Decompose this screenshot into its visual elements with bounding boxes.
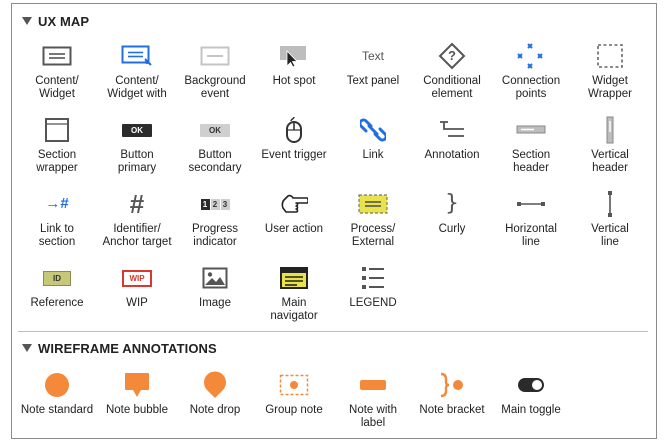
stencil-reference[interactable] [18,265,96,310]
stencil-label: Main toggle [501,404,561,416]
stencil-label: Image [199,297,231,309]
stencil-label: Content/ Widget [35,75,79,100]
horizontal-line-icon [492,191,570,217]
wip-icon-text: WIP [122,270,152,287]
stencil-label: User action [264,223,324,235]
note-drop-icon [176,372,254,398]
stencil-label: Horizontal line [505,223,557,248]
pointing-hand-icon [255,191,333,217]
vertical-header-icon [571,117,649,143]
button-secondary-icon [176,117,254,143]
progress-step-2: 2 [211,199,220,210]
stencil-progress-indicator[interactable] [176,191,254,248]
stencil-label: Button primary [117,149,157,174]
main-navigator-icon [255,265,333,291]
annotation-icon [413,117,491,143]
stencil-label: Note with label [349,404,397,429]
progress-indicator-icon [176,191,254,217]
stencil-label: Vertical line [591,223,629,248]
section-divider [18,331,648,332]
stencil-section-header[interactable] [492,117,570,174]
collapse-triangle-icon[interactable] [22,17,32,25]
process-external-icon [334,191,412,217]
wip-icon [98,265,176,291]
stencil-label: Note drop [189,404,241,416]
stencil-label: Section wrapper [36,149,78,174]
stencil-label: Link [362,149,384,161]
stencil-label: Button secondary [188,149,242,174]
stencil-note-drop[interactable] [176,372,254,417]
stencil-text-panel[interactable] [334,43,412,88]
content-widget-icon [18,43,96,69]
stencil-label: Note bubble [105,404,169,416]
button-secondary-icon-text: OK [200,124,230,137]
stencil-note-bubble[interactable] [98,372,176,417]
stencil-label: Progress indicator [191,223,239,248]
stencil-label: Content/ Widget with [107,75,167,100]
stencil-label: LEGEND [349,297,397,309]
stencil-label: Hot spot [272,75,316,87]
stencil-event-trigger[interactable] [255,117,333,162]
group-note-icon [255,372,333,398]
button-primary-icon [98,117,176,143]
stencil-label: Main navigator [270,297,318,322]
wireframe-annotations-title: WIREFRAME ANNOTATIONS [38,340,217,356]
stencil-widget-wrapper[interactable] [571,43,649,100]
stencil-vertical-header[interactable] [571,117,649,174]
text-panel-icon [334,43,412,69]
conditional-element-icon [413,43,491,69]
stencil-connection-points[interactable] [492,43,570,100]
link-icon [334,117,412,143]
stencil-hot-spot[interactable] [255,43,333,88]
section-header-icon [492,117,570,143]
progress-step-3: 3 [221,199,230,210]
stencil-label: WIP [126,297,148,309]
curly-icon-text: } [445,190,459,216]
stencil-image[interactable] [176,265,254,310]
stencil-label: Identifier/ Anchor target [102,223,172,248]
stencil-group-note[interactable] [255,372,333,417]
stencil-section-wrapper[interactable] [18,117,96,174]
hash-icon [98,191,176,217]
stencil-label: Section header [511,149,551,174]
stencil-link[interactable] [334,117,412,162]
toggle-icon [492,372,570,398]
button-primary-icon-text: OK [122,124,152,137]
connection-points-icon [492,43,570,69]
stencil-label: Connection points [501,75,561,100]
hash-icon-text: # [129,189,145,219]
stencil-label: Conditional element [423,75,481,100]
stencil-label: Event trigger [261,149,327,161]
stencil-label: Reference [30,297,84,309]
reference-icon [18,265,96,291]
widget-wrapper-icon [571,43,649,69]
collapse-triangle-icon[interactable] [22,344,32,352]
note-bubble-icon [98,372,176,398]
stencil-conditional-element[interactable] [413,43,491,100]
note-with-label-icon [334,372,412,398]
stencil-wip[interactable] [98,265,176,310]
conditional-icon-text: ? [448,47,456,63]
curly-brace-icon [413,191,491,217]
ux-map-header[interactable] [22,12,89,30]
stencil-button-secondary[interactable] [176,117,254,174]
stencil-note-with-label[interactable] [334,372,412,429]
stencil-main-navigator[interactable] [255,265,333,322]
stencil-content-widget[interactable] [18,43,96,100]
stencil-label: Link to section [38,223,76,248]
stencil-horizontal-line[interactable] [492,191,570,248]
note-bracket-icon [413,372,491,398]
stencil-label: Group note [265,404,323,416]
mouse-icon [255,117,333,143]
vertical-line-icon [571,191,649,217]
stencil-background-event[interactable] [176,43,254,100]
link-to-section-icon-text: →# [45,194,69,212]
stencil-label: Annotation [424,149,480,161]
stencil-identifier-anchor-target[interactable] [98,191,176,248]
stencil-note-standard[interactable] [18,372,96,417]
hot-spot-icon [255,43,333,69]
ux-map-panel [11,3,657,439]
stencil-label: Vertical header [591,149,629,174]
stencil-link-to-section[interactable] [18,191,96,248]
stencil-note-bracket[interactable] [413,372,491,417]
section-wrapper-icon [18,117,96,143]
legend-icon [334,265,412,291]
stencil-label: Widget Wrapper [588,75,632,100]
stencil-annotation[interactable] [413,117,491,162]
link-to-section-icon [18,191,96,217]
stencil-user-action[interactable] [255,191,333,236]
background-event-icon [176,43,254,69]
wireframe-annotations-header[interactable] [22,339,217,357]
reference-icon-text: ID [43,271,71,286]
stencil-label: Process/ External [350,223,396,248]
ux-map-title: UX MAP [38,13,90,29]
stencil-vertical-line[interactable] [571,191,649,248]
stencil-label: Background event [184,75,246,100]
stencil-button-primary[interactable] [98,117,176,174]
progress-step-1: 1 [201,199,210,210]
stencil-curly[interactable] [413,191,491,236]
stencil-label: Note bracket [419,404,485,416]
note-standard-icon [18,372,96,398]
image-icon [176,265,254,291]
text-panel-icon-text: Text [361,48,384,63]
stencil-process-external[interactable] [334,191,412,248]
stencil-content-widget-with[interactable] [98,43,176,100]
stencil-legend[interactable] [334,265,412,310]
stencil-label: Text panel [346,75,400,87]
stencil-main-toggle[interactable] [492,372,570,417]
stencil-label: Note standard [20,404,94,416]
content-widget-with-icon [98,43,176,69]
stencil-label: Curly [438,223,466,235]
